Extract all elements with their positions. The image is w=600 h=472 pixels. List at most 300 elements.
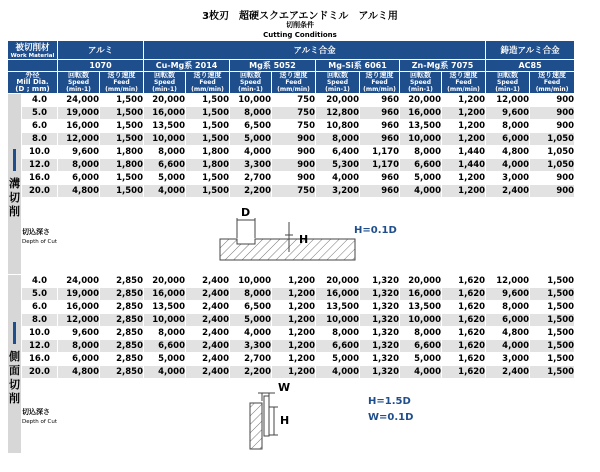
work-material-header (8, 41, 58, 60)
feed-cell: 1,320 (360, 301, 400, 314)
speed-header-en: Speed (497, 79, 519, 86)
feed-cell: 1,200 (442, 133, 486, 146)
speed-cell: 16,000 (58, 301, 100, 314)
speed-header-unit: (min-1) (238, 86, 263, 93)
depth-of-cut-row (8, 198, 596, 275)
feed-cell: 1,500 (530, 275, 575, 288)
table-row (8, 172, 596, 185)
depth-of-cut-diagram-cell (100, 379, 596, 454)
feed-cell: 1,050 (530, 133, 575, 146)
speed-cell: 12,800 (316, 107, 360, 120)
depth-of-cut-jp: 切込深さ (22, 228, 50, 236)
feed-cell: 1,200 (442, 107, 486, 120)
table-row (8, 275, 596, 288)
feed-header-unit: (mm/min) (277, 86, 310, 93)
mill-dia-cell: 5.0 (22, 288, 58, 301)
feed-cell: 960 (360, 120, 400, 133)
speed-cell: 4,000 (400, 366, 442, 379)
speed-cell: 6,600 (400, 340, 442, 353)
mill-dia-cell: 8.0 (22, 314, 58, 327)
table-row (8, 366, 596, 379)
speed-cell: 16,000 (400, 107, 442, 120)
feed-cell: 960 (360, 133, 400, 146)
feed-cell: 1,500 (100, 172, 144, 185)
feed-cell: 1,200 (272, 275, 316, 288)
feed-cell: 1,200 (442, 185, 486, 198)
feed-cell: 1,500 (530, 288, 575, 301)
section-label-text (8, 177, 21, 219)
feed-cell: 2,850 (100, 301, 144, 314)
feed-cell: 1,500 (530, 340, 575, 353)
speed-cell: 16,000 (58, 120, 100, 133)
feed-cell: 1,440 (442, 146, 486, 159)
feed-header-en: Feed (455, 79, 472, 86)
speed-cell: 5,000 (144, 353, 186, 366)
feed-header-en: Feed (543, 79, 561, 86)
speed-cell: 6,000 (486, 133, 530, 146)
speed-header-unit: (min-1) (66, 86, 91, 93)
feed-header (530, 72, 575, 94)
feed-cell: 900 (272, 133, 316, 146)
grade-7075: Zn-Mg系 7075 (400, 60, 486, 72)
section-label-char: 削 (9, 392, 20, 405)
speed-cell: 8,000 (230, 107, 272, 120)
feed-header-en: Feed (113, 79, 130, 86)
feed-header-jp: 送り速度 (365, 71, 394, 79)
speed-header-jp: 回転数 (154, 71, 176, 79)
feed-cell: 1,320 (360, 366, 400, 379)
speed-header-en: Speed (67, 79, 90, 86)
feed-header-unit: (mm/min) (535, 86, 569, 93)
speed-cell: 24,000 (58, 94, 100, 107)
grade-blank (8, 60, 58, 72)
mill-dia-cell: 8.0 (22, 133, 58, 146)
mill-dia-cell: 12.0 (22, 340, 58, 353)
speed-cell: 8,000 (230, 288, 272, 301)
depth-of-cut-jp: 切込深さ (22, 408, 50, 416)
feed-cell: 1,500 (100, 94, 144, 107)
mill-dia-header (8, 72, 58, 94)
depth-of-cut-en: Depth of Cut (22, 419, 58, 425)
speed-header-jp: 回転数 (410, 71, 432, 79)
speed-cell: 2,400 (486, 366, 530, 379)
table-row (8, 94, 596, 107)
feed-cell: 900 (530, 185, 575, 198)
feed-header (272, 72, 316, 94)
speed-header (400, 72, 442, 94)
speed-cell: 20,000 (316, 275, 360, 288)
speed-cell: 3,300 (230, 159, 272, 172)
speed-cell: 4,800 (58, 366, 100, 379)
dimension-h-label: H (299, 233, 309, 246)
speed-cell: 13,500 (144, 301, 186, 314)
speed-header-en: Speed (409, 79, 432, 86)
speed-cell: 8,000 (316, 327, 360, 340)
dimension-h-label: H (280, 414, 290, 427)
feed-cell: 2,400 (186, 366, 230, 379)
workpiece-wall (250, 403, 262, 449)
feed-cell: 1,500 (100, 120, 144, 133)
speed-cell: 16,000 (400, 288, 442, 301)
speed-header (230, 72, 272, 94)
feed-cell: 1,800 (186, 146, 230, 159)
speed-header-unit: (min-1) (408, 86, 433, 93)
header-row-params (8, 72, 596, 94)
speed-cell: 4,000 (230, 146, 272, 159)
feed-cell: 2,850 (100, 314, 144, 327)
feed-cell: 1,200 (272, 314, 316, 327)
feed-cell: 1,440 (442, 159, 486, 172)
feed-cell: 750 (272, 185, 316, 198)
feed-cell: 1,620 (442, 366, 486, 379)
section-label (8, 94, 22, 275)
feed-cell: 2,400 (186, 327, 230, 340)
feed-cell: 2,850 (100, 353, 144, 366)
speed-cell: 4,000 (230, 327, 272, 340)
speed-cell: 3,200 (316, 185, 360, 198)
feed-cell: 1,500 (186, 185, 230, 198)
dimension-d-label: D (241, 206, 251, 219)
speed-cell: 20,000 (144, 94, 186, 107)
feed-cell: 1,500 (530, 327, 575, 340)
speed-cell: 2,200 (230, 185, 272, 198)
formula-h: H=0.1D (354, 225, 397, 236)
speed-header-unit: (min-1) (152, 86, 177, 93)
speed-cell: 4,000 (486, 159, 530, 172)
table-row (8, 185, 596, 198)
feed-cell: 1,620 (442, 301, 486, 314)
side-cutting-diagram (100, 379, 600, 453)
speed-header-unit: (min-1) (325, 86, 350, 93)
section-label-char: 側 (9, 350, 20, 363)
mill-dia-cell: 20.0 (22, 185, 58, 198)
speed-cell: 3,300 (230, 340, 272, 353)
speed-cell: 5,000 (144, 172, 186, 185)
speed-header (316, 72, 360, 94)
speed-header-jp: 回転数 (68, 71, 89, 79)
feed-header-unit: (mm/min) (191, 86, 224, 93)
depth-of-cut-label (22, 379, 100, 454)
mill-dia-en: Mill Dia. (16, 78, 49, 86)
feed-cell: 1,620 (442, 340, 486, 353)
speed-header-jp: 回転数 (327, 71, 349, 79)
page-title: 3枚刃 超硬スクエアエンドミル アルミ用 (202, 11, 398, 22)
speed-cell: 3,000 (486, 172, 530, 185)
speed-cell: 5,300 (316, 159, 360, 172)
mill-dia-cell: 5.0 (22, 107, 58, 120)
feed-cell: 1,500 (530, 353, 575, 366)
speed-cell: 12,000 (58, 314, 100, 327)
formula-h: H=1.5D (368, 396, 411, 407)
speed-cell: 4,000 (144, 185, 186, 198)
feed-cell: 900 (530, 120, 575, 133)
feed-cell: 900 (272, 159, 316, 172)
speed-cell: 8,000 (486, 301, 530, 314)
subtitle-en: Cutting Conditions (263, 31, 337, 39)
depth-of-cut-diagram-cell (100, 198, 596, 275)
table-row (8, 327, 596, 340)
speed-cell: 8,000 (144, 146, 186, 159)
feed-cell: 1,500 (100, 185, 144, 198)
feed-cell: 1,620 (442, 275, 486, 288)
feed-cell: 750 (272, 94, 316, 107)
speed-cell: 6,000 (486, 314, 530, 327)
speed-cell: 8,000 (486, 120, 530, 133)
mill-dia-jp: 外径 (25, 71, 40, 79)
speed-cell: 6,500 (230, 120, 272, 133)
feed-cell: 1,200 (272, 366, 316, 379)
feed-cell: 2,400 (186, 275, 230, 288)
feed-cell: 1,500 (530, 366, 575, 379)
feed-cell: 2,850 (100, 340, 144, 353)
speed-cell: 12,000 (58, 133, 100, 146)
speed-cell: 6,600 (316, 340, 360, 353)
table-row (8, 314, 596, 327)
speed-cell: 16,000 (316, 288, 360, 301)
speed-cell: 20,000 (144, 275, 186, 288)
mill-dia-cell: 4.0 (22, 94, 58, 107)
feed-header-en: Feed (199, 79, 216, 86)
speed-cell: 6,000 (58, 353, 100, 366)
feed-cell: 1,320 (360, 288, 400, 301)
speed-cell: 13,500 (144, 120, 186, 133)
speed-header-en: Speed (326, 79, 349, 86)
speed-cell: 8,000 (316, 133, 360, 146)
speed-cell: 6,600 (144, 340, 186, 353)
speed-cell: 13,500 (400, 120, 442, 133)
speed-cell: 6,000 (58, 172, 100, 185)
speed-cell: 9,600 (58, 327, 100, 340)
speed-cell: 2,200 (230, 366, 272, 379)
mill-dia-cell: 6.0 (22, 120, 58, 133)
table-row (8, 159, 596, 172)
speed-cell: 20,000 (400, 275, 442, 288)
speed-cell: 13,500 (316, 301, 360, 314)
speed-cell: 10,000 (230, 94, 272, 107)
mill-dia-cell: 10.0 (22, 146, 58, 159)
speed-cell: 6,500 (230, 301, 272, 314)
feed-cell: 1,320 (360, 314, 400, 327)
speed-cell: 4,000 (316, 366, 360, 379)
speed-cell: 8,000 (58, 340, 100, 353)
feed-cell: 1,500 (186, 94, 230, 107)
speed-cell: 8,000 (400, 146, 442, 159)
speed-cell: 10,000 (144, 314, 186, 327)
speed-cell: 4,000 (144, 366, 186, 379)
feed-cell: 2,400 (186, 340, 230, 353)
table-row (8, 353, 596, 366)
header-row-grades (8, 60, 596, 72)
feed-cell: 1,620 (442, 314, 486, 327)
feed-cell: 1,800 (100, 146, 144, 159)
feed-cell: 2,400 (186, 353, 230, 366)
grade-2014: Cu-Mg系 2014 (144, 60, 230, 72)
speed-cell: 10,800 (316, 120, 360, 133)
feed-cell: 1,050 (530, 146, 575, 159)
mill-dia-cell: 16.0 (22, 172, 58, 185)
table-row (8, 133, 596, 146)
feed-cell: 1,200 (272, 353, 316, 366)
speed-cell: 4,000 (400, 185, 442, 198)
section-label-char: 削 (9, 205, 20, 218)
speed-cell: 16,000 (144, 107, 186, 120)
formula-w: W=0.1D (368, 412, 414, 423)
feed-cell: 1,320 (360, 340, 400, 353)
feed-cell: 750 (272, 120, 316, 133)
speed-cell: 6,600 (144, 159, 186, 172)
section-label (8, 275, 22, 454)
speed-cell: 9,600 (486, 288, 530, 301)
speed-cell: 9,600 (58, 146, 100, 159)
feed-cell: 1,500 (530, 314, 575, 327)
speed-header-jp: 回転数 (497, 71, 519, 79)
table-row (8, 107, 596, 120)
section-label-char: 面 (9, 364, 20, 377)
table-row (8, 146, 596, 159)
speed-cell: 4,800 (486, 146, 530, 159)
speed-cell: 13,500 (400, 301, 442, 314)
feed-cell: 900 (530, 94, 575, 107)
feed-cell: 900 (530, 172, 575, 185)
grade-ac85: AC85 (486, 60, 575, 72)
speed-cell: 2,700 (230, 353, 272, 366)
speed-cell: 5,000 (400, 353, 442, 366)
speed-cell: 24,000 (58, 275, 100, 288)
grade-1070: 1070 (58, 60, 144, 72)
section-label-char: 切 (9, 191, 20, 204)
work-material-jp: 被切削材 (15, 43, 50, 53)
speed-cell: 5,000 (230, 133, 272, 146)
section-accent-bar (13, 322, 16, 344)
speed-header (486, 72, 530, 94)
feed-header (360, 72, 400, 94)
speed-cell: 12,000 (486, 94, 530, 107)
speed-cell: 2,400 (486, 185, 530, 198)
feed-cell: 1,500 (100, 133, 144, 146)
feed-cell: 1,170 (360, 146, 400, 159)
feed-cell: 1,500 (186, 107, 230, 120)
speed-header (144, 72, 186, 94)
speed-cell: 10,000 (400, 133, 442, 146)
dimension-w-label: W (278, 381, 291, 394)
feed-cell: 900 (530, 107, 575, 120)
feed-cell: 2,850 (100, 275, 144, 288)
title-block (0, 0, 600, 40)
feed-header (186, 72, 230, 94)
section-label-char: 切 (9, 378, 20, 391)
feed-cell: 1,200 (272, 340, 316, 353)
mill-dia-cell: 4.0 (22, 275, 58, 288)
speed-header-en: Speed (153, 79, 176, 86)
feed-cell: 1,200 (442, 94, 486, 107)
speed-cell: 8,000 (400, 327, 442, 340)
section-label-char: 溝 (9, 177, 20, 190)
speed-cell: 2,700 (230, 172, 272, 185)
speed-cell: 5,000 (230, 314, 272, 327)
feed-cell: 900 (272, 146, 316, 159)
depth-of-cut-en: Depth of Cut (22, 239, 58, 245)
feed-cell: 1,500 (186, 172, 230, 185)
feed-cell: 1,500 (186, 133, 230, 146)
feed-cell: 1,800 (186, 159, 230, 172)
speed-header-jp: 回転数 (240, 71, 262, 79)
speed-cell: 8,000 (144, 327, 186, 340)
feed-cell: 960 (360, 185, 400, 198)
material-alumi: アルミ (58, 41, 144, 60)
feed-header-unit: (mm/min) (363, 86, 396, 93)
speed-cell: 12,000 (486, 275, 530, 288)
subtitle-jp: 切削条件 (286, 21, 314, 29)
feed-header-en: Feed (285, 79, 302, 86)
slot-cutout (237, 234, 255, 244)
mill-dia-cell: 6.0 (22, 301, 58, 314)
section-accent-bar (13, 149, 16, 171)
speed-header (58, 72, 100, 94)
speed-header-unit: (min-1) (495, 86, 520, 93)
feed-header-en: Feed (371, 79, 388, 86)
depth-of-cut-row (8, 379, 596, 454)
speed-cell: 6,400 (316, 146, 360, 159)
feed-cell: 960 (360, 94, 400, 107)
feed-cell: 1,320 (360, 353, 400, 366)
feed-cell: 1,500 (530, 301, 575, 314)
feed-cell: 960 (360, 172, 400, 185)
table-row (8, 120, 596, 133)
feed-cell: 2,400 (186, 288, 230, 301)
feed-header-jp: 送り速度 (279, 71, 308, 79)
feed-header-unit: (mm/min) (105, 86, 138, 93)
feed-cell: 1,050 (530, 159, 575, 172)
feed-cell: 1,620 (442, 327, 486, 340)
speed-cell: 10,000 (400, 314, 442, 327)
depth-of-cut-label (22, 198, 100, 275)
mill-dia-unit: (D ; mm) (15, 85, 50, 93)
material-alloy: アルミ合金 (144, 41, 486, 60)
feed-cell: 1,320 (360, 327, 400, 340)
feed-cell: 1,500 (100, 107, 144, 120)
feed-cell: 1,620 (442, 288, 486, 301)
feed-cell: 1,500 (186, 120, 230, 133)
grade-6061: Mg-Si系 6061 (316, 60, 400, 72)
section-label-text (8, 350, 21, 406)
feed-cell: 2,400 (186, 314, 230, 327)
mill-dia-cell: 20.0 (22, 366, 58, 379)
feed-cell: 2,850 (100, 327, 144, 340)
feed-header-jp: 送り速度 (538, 71, 567, 79)
feed-cell: 1,620 (442, 353, 486, 366)
table-row (8, 288, 596, 301)
feed-header-unit: (mm/min) (447, 86, 480, 93)
speed-cell: 19,000 (58, 288, 100, 301)
mill-dia-cell: 12.0 (22, 159, 58, 172)
speed-cell: 8,000 (58, 159, 100, 172)
speed-cell: 20,000 (400, 94, 442, 107)
feed-header-jp: 送り速度 (193, 71, 222, 79)
speed-cell: 9,600 (486, 107, 530, 120)
mill-dia-cell: 16.0 (22, 353, 58, 366)
speed-header-en: Speed (239, 79, 262, 86)
feed-header (100, 72, 144, 94)
speed-cell: 4,000 (486, 340, 530, 353)
feed-cell: 1,800 (100, 159, 144, 172)
feed-cell: 1,200 (272, 301, 316, 314)
feed-cell: 2,850 (100, 366, 144, 379)
feed-cell: 1,320 (360, 275, 400, 288)
feed-cell: 1,200 (272, 327, 316, 340)
feed-cell: 750 (272, 107, 316, 120)
table-row (8, 301, 596, 314)
speed-cell: 5,000 (316, 353, 360, 366)
